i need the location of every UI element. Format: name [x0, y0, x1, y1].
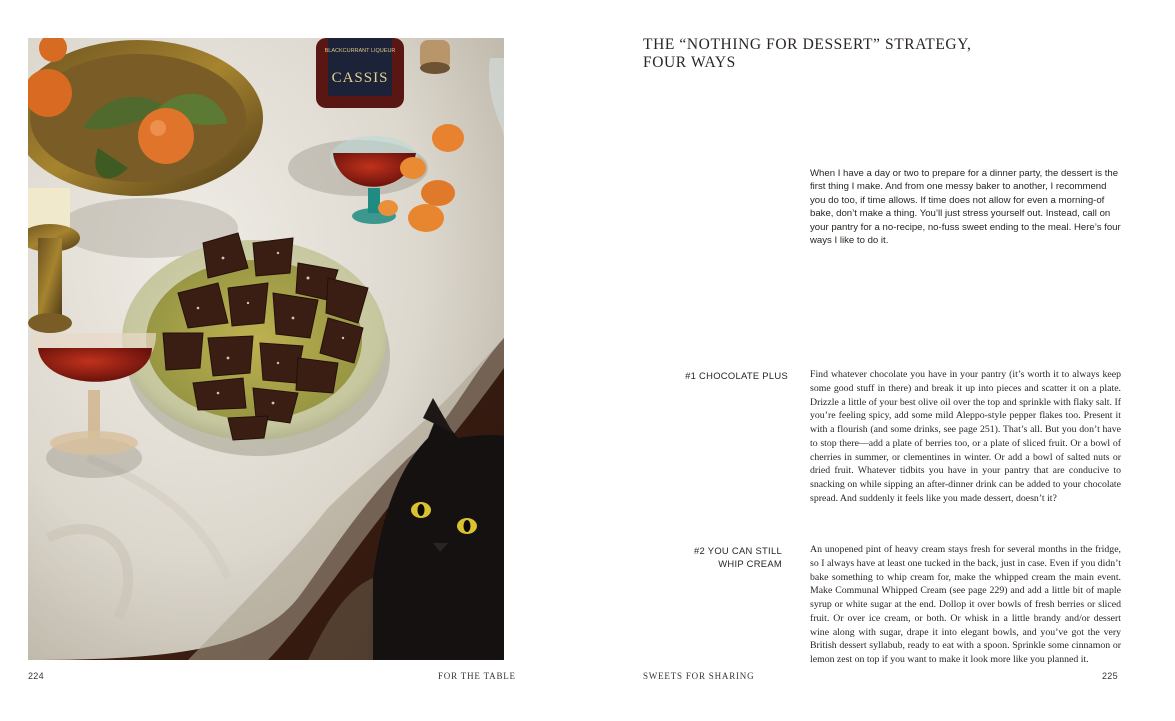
page-number-left: 224 — [28, 671, 44, 681]
bottle-sublabel: BLACKCURRANT LIQUEUR — [324, 48, 396, 54]
tip-2-heading-line-2: WHIP CREAM — [718, 558, 782, 569]
running-head-left: FOR THE TABLE — [438, 671, 516, 681]
tip-2-body: An unopened pint of heavy cream stays fresh for several months in the fridge, so I always have at least one tucked in the back, just in case. Even if you didn’t bake something to whip cream for, make the whipped cream the main event. Make Communal Whipped Cream (see page 229) and add a little bit of maple syrup or white sugar at the end. Dollop it over bowls of fresh berries or sliced fruit. Or over ice cream, or both. Or whisk in a little brandy and/or dessert wine along with sugar, drape it into elegant bowls, and you’ve got the very British dessert syllabub, ready to eat with a spoon. Sprinkle some cinnamon or lemon zest on top if you want to make it look more like you planned it. — [810, 544, 1121, 665]
tip-2-heading — [632, 544, 782, 570]
table-photo — [28, 38, 504, 660]
bottle-label-text: CASSIS — [331, 70, 389, 86]
page-title-line-1: THE “NOTHING FOR DESSERT” STRATEGY, — [643, 36, 972, 53]
tip-1-body: Find whatever chocolate you have in your pantry (it’s worth it to always keep some good stuff in there) and break it up into pieces and scatter it on a plate. Drizzle a little of your best olive oil over the top and sprinkle with flaky salt. If you’re feeling spicy, add some mild Aleppo-style pepper flakes too. Present it with a flourish (and some drinks, see page 251). That’s all. But you don’t have to stop there—add a plate of berries too, or a plate of sliced fruit. Or a bowl of cherries in summer, or clementines in winter. Or add a bowl of salted nuts or dried fruit. Whatever tidbits you have in your pantry that are conducive to snacking on while sipping an after-dinner drink can be added to your chocolate spread. And suddenly it feels like you made dessert, doesn’t it? — [810, 369, 1121, 504]
bottle-label — [328, 38, 392, 96]
page-title — [643, 36, 1003, 72]
photo-illustration — [28, 38, 504, 660]
page-title-line-2: FOUR WAYS — [643, 54, 736, 71]
page-number-right: 225 — [1102, 671, 1118, 681]
tip-2-heading-line-1: #2 YOU CAN STILL — [694, 545, 782, 556]
running-head-right: SWEETS FOR SHARING — [643, 671, 755, 681]
tip-1-heading: #1 CHOCOLATE PLUS — [685, 370, 788, 381]
intro-paragraph: When I have a day or two to prepare for a dinner party, the dessert is the first thing I make. And from one messy baker to another, I recommend you do too, if time allows. If time does not allow for even a morning-of bake, don’t make a thing. You’ll just stress yourself out. Instead, call on your pantry for a no-recipe, no-fuss sweet ending to the meal. Here’s four ways I like to do it. — [810, 168, 1121, 247]
